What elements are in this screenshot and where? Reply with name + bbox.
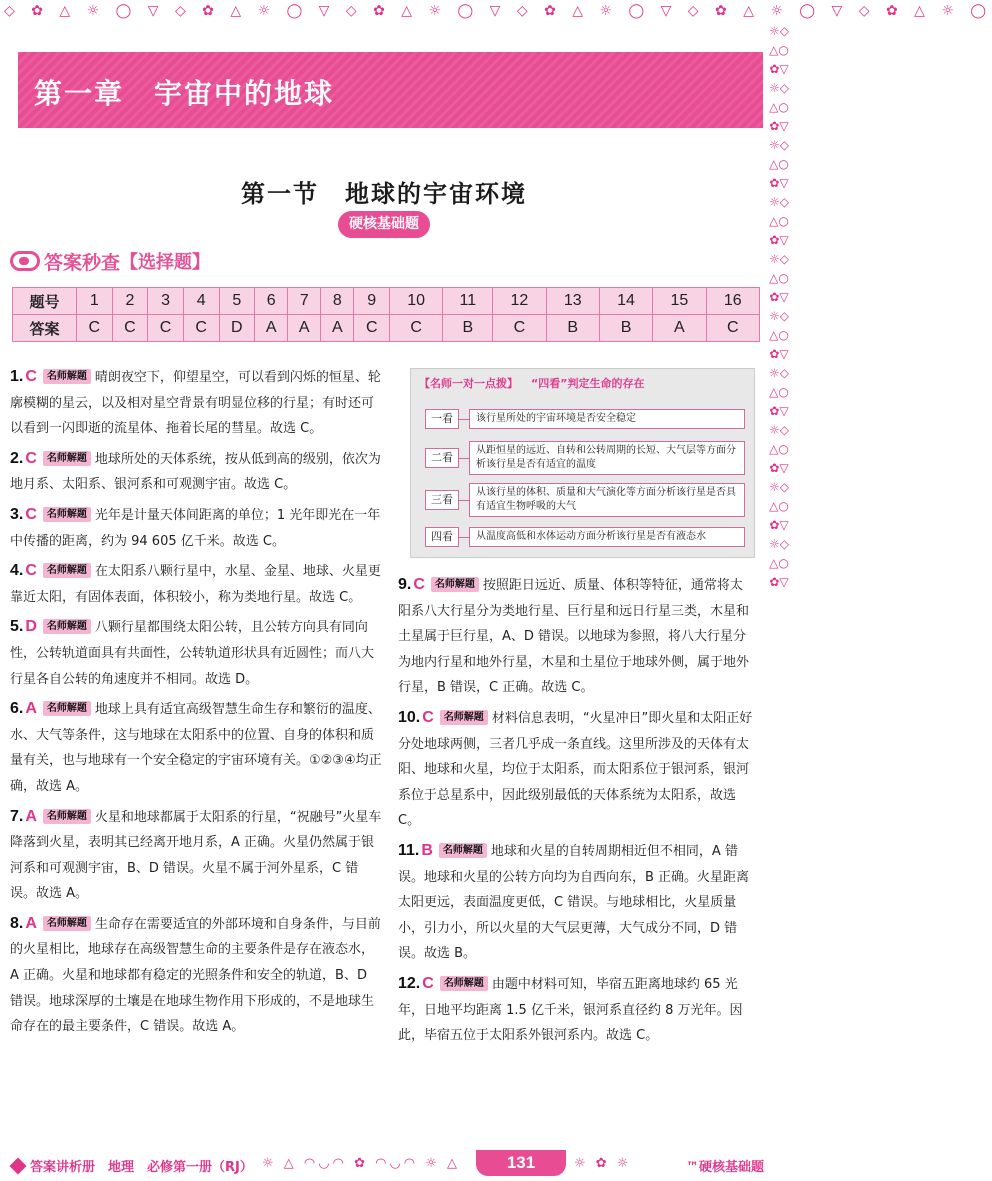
answer-number: 15 bbox=[653, 288, 706, 315]
tip-row-text: 该行星所处的宇宙环境是否安全稳定 bbox=[469, 409, 745, 429]
answer-value: C bbox=[354, 315, 390, 342]
page-footer bbox=[0, 1150, 790, 1181]
question-answer: A bbox=[25, 700, 37, 718]
answer-number: 7 bbox=[288, 288, 321, 315]
tip-row-label: 二看 bbox=[425, 448, 459, 468]
question-explanation bbox=[398, 971, 754, 1049]
answer-value: B bbox=[443, 315, 493, 342]
question-answer: A bbox=[25, 807, 37, 825]
tip-row-label: 一看 bbox=[425, 409, 459, 429]
question-text: 光年是计量天体间距离的单位；1 光年即光在一年中传播的距离，约为 94 605 亿千米。故选 C。 bbox=[10, 507, 381, 549]
answer-number: 10 bbox=[390, 288, 443, 315]
question-answer: C bbox=[25, 505, 37, 523]
teacher-tag: 名师解题 bbox=[43, 619, 91, 634]
answer-header-title: 答案秒查 bbox=[44, 251, 121, 274]
question-number: 5. bbox=[10, 618, 24, 636]
footer-decoration-right: ☼ ✿ ☼ bbox=[574, 1156, 632, 1171]
question-text: 由题中材料可知，毕宿五距离地球约 65 光年，日地平均距离 1.5 亿千米，银河系直径约 8 万光年。因此，毕宿五位于太阳系外银河系内。故选 C。 bbox=[398, 976, 743, 1044]
question-explanation bbox=[398, 705, 754, 834]
teacher-tag: 名师解题 bbox=[431, 577, 479, 592]
section-title: 第一节 地球的宇宙环境 bbox=[241, 180, 527, 208]
connector-line bbox=[459, 458, 469, 459]
question-number: 3. bbox=[10, 505, 24, 523]
answer-value: C bbox=[148, 315, 184, 342]
answer-number: 3 bbox=[148, 288, 184, 315]
answer-value: C bbox=[390, 315, 443, 342]
question-text: 晴朗夜空下，仰望星空，可以看到闪烁的恒星、轮廓模糊的星云，以及相对星空背景有明显位移的行星；有时还可以看到一闪即逝的流星体、拖着长尾的彗星。故选 C。 bbox=[10, 370, 381, 437]
answer-value: C bbox=[112, 315, 148, 342]
question-explanation bbox=[10, 614, 382, 692]
answer-number: 1 bbox=[77, 288, 113, 315]
section-badge: 硬核基础题 bbox=[338, 211, 430, 238]
question-explanation bbox=[10, 446, 382, 498]
tip-row bbox=[425, 441, 745, 475]
answer-number: 6 bbox=[255, 288, 288, 315]
question-number: 12. bbox=[398, 974, 421, 992]
teacher-tag: 名师解题 bbox=[43, 507, 91, 522]
tip-row-text: 从该行星的体积、质量和大气演化等方面分析该行星是否具有适宜生物呼吸的大气 bbox=[469, 483, 745, 517]
teacher-tag: 名师解题 bbox=[43, 809, 91, 824]
answer-value: C bbox=[77, 315, 113, 342]
teacher-tag: 名师解题 bbox=[439, 843, 487, 858]
answer-number: 12 bbox=[493, 288, 546, 315]
answer-number: 5 bbox=[219, 288, 255, 315]
question-explanation bbox=[10, 696, 382, 799]
answer-number: 16 bbox=[706, 288, 759, 315]
answer-number: 9 bbox=[354, 288, 390, 315]
answer-value: C bbox=[183, 315, 219, 342]
answer-value: B bbox=[599, 315, 652, 342]
answer-number: 4 bbox=[183, 288, 219, 315]
right-decoration-border: ☼◇△○✿▽☼◇△○✿▽☼◇△○✿▽☼◇△○✿▽☼◇△○✿▽☼◇△○✿▽☼◇△○✿▽☼◇△○✿▽☼◇△○✿▽☼◇△○✿▽ bbox=[769, 24, 789, 589]
question-number: 7. bbox=[10, 807, 24, 825]
answer-value: A bbox=[288, 315, 321, 342]
question-explanation bbox=[10, 804, 382, 907]
tip-row bbox=[425, 527, 745, 547]
answer-number: 13 bbox=[546, 288, 599, 315]
answer-table-answer-label: 答案 bbox=[13, 315, 77, 342]
answer-value: A bbox=[321, 315, 354, 342]
question-number: 6. bbox=[10, 700, 24, 718]
answer-value: C bbox=[706, 315, 759, 342]
teacher-tag: 名师解题 bbox=[43, 916, 91, 931]
tip-row-text: 从温度高低和水体运动方面分析该行星是否有液态水 bbox=[469, 527, 745, 547]
answer-value: B bbox=[546, 315, 599, 342]
question-text: 火星和地球都属于太阳系的行星，“祝融号”火星车降落到火星，表明其已经离开地月系，A 正确。火星仍然属于银河系和可观测宇宙，B、D 错误。火星不属于河外星系，C 错误。故选 A。 bbox=[10, 809, 382, 902]
question-text: 地球上具有适宜高级智慧生命生存和繁衍的温度、水、大气等条件，这与地球在太阳系中的位置、自身的体积和质量有关，也与地球有一个安全稳定的宇宙环境有关。①②③④均正确，故选 A。 bbox=[10, 702, 382, 794]
question-number: 10. bbox=[398, 708, 421, 726]
connector-line bbox=[459, 537, 469, 538]
left-column bbox=[10, 364, 382, 1044]
answer-number: 14 bbox=[599, 288, 652, 315]
question-text: 生命存在需要适宜的外部环境和自身条件，与目前的火星相比，地球存在高级智慧生命的主要条件是存在液态水，A 正确。火星和地球都有稳定的光照条件和安全的轨道，B、D 错误。地球深厚的土壤是在地球生物作用下形成的，不是地球生命存在的最主要条件，C 错误。故选 A。 bbox=[10, 916, 381, 1035]
chapter-banner bbox=[18, 52, 763, 128]
chapter-title: 第一章 宇宙中的地球 bbox=[34, 77, 335, 110]
tip-row-label: 三看 bbox=[425, 490, 459, 510]
answer-value: A bbox=[653, 315, 706, 342]
footer-decoration: ☼ △ ◠◡◠ ✿ ◠◡◠ ☼ △ bbox=[262, 1156, 461, 1171]
footer-book-info bbox=[12, 1156, 253, 1175]
answer-value: D bbox=[219, 315, 255, 342]
question-explanation bbox=[10, 502, 382, 554]
answer-header-category: 【选择题】 bbox=[120, 252, 211, 273]
answer-table-number-label: 题号 bbox=[13, 288, 77, 315]
footer-book-title: 答案讲析册 地理 必修第一册（RJ） bbox=[30, 1160, 253, 1175]
connector-line bbox=[459, 419, 469, 420]
question-answer: C bbox=[25, 562, 37, 580]
question-number: 8. bbox=[10, 914, 24, 932]
answer-table-answer-row bbox=[13, 315, 760, 342]
teacher-tag: 名师解题 bbox=[43, 701, 91, 716]
question-text: 八颗行星都围绕太阳公转，且公转方向具有同向性，公转轨道面具有共面性，公转轨道形状具有近圆性；而八大行星各自公转的角速度并不相同。故选 D。 bbox=[10, 620, 375, 687]
question-answer: C bbox=[413, 576, 425, 593]
tip-box-title: 【名师一对一点拨】 bbox=[419, 377, 518, 390]
answer-value: C bbox=[493, 315, 546, 342]
question-text: 在太阳系八颗行星中，水星、金星、地球、火星更靠近太阳，有固体表面，体积较小，称为类地行星。故选 C。 bbox=[10, 564, 381, 605]
teacher-tag: 名师解题 bbox=[440, 710, 488, 725]
question-answer: A bbox=[25, 914, 37, 932]
question-number: 11. bbox=[398, 841, 420, 859]
question-explanation bbox=[398, 838, 754, 967]
teacher-tag: 名师解题 bbox=[43, 369, 91, 384]
teacher-tag: 名师解题 bbox=[440, 976, 488, 991]
question-text: 地球所处的天体系统，按从低到高的级别，依次为地月系、太阳系、银河系和可观测宇宙。故选 C。 bbox=[10, 451, 381, 493]
answer-header bbox=[10, 248, 210, 274]
teacher-tag: 名师解题 bbox=[43, 451, 91, 466]
question-explanation bbox=[10, 911, 382, 1040]
answer-number: 11 bbox=[443, 288, 493, 315]
tip-row bbox=[425, 409, 745, 429]
right-column bbox=[398, 572, 754, 1053]
tip-row-text: 从距恒星的远近、自转和公转周期的长短、大气层等方面分析该行星是否有适宜的温度 bbox=[469, 441, 745, 475]
question-number: 2. bbox=[10, 449, 24, 467]
question-answer: C bbox=[25, 368, 37, 385]
question-number: 4. bbox=[10, 562, 24, 580]
question-text: 材料信息表明，“火星冲日”即火星和太阳正好分处地球两侧，三者几乎成一条直线。这里所涉及的天体有太阳、地球和火星，均位于太阳系，而太阳系位于银河系，银河系位于总星系中，因此级别最低的天体系统为太阳系，故选 C。 bbox=[398, 710, 753, 829]
question-answer: C bbox=[422, 708, 434, 726]
answer-number: 2 bbox=[112, 288, 148, 315]
question-answer: B bbox=[421, 841, 433, 859]
question-number: 1. bbox=[10, 368, 24, 385]
question-explanation bbox=[398, 572, 754, 701]
answer-logo-icon bbox=[10, 251, 40, 271]
answer-table bbox=[12, 287, 760, 342]
top-decoration-border: ◇ ✿ △ ☼ ◯ ▽ ◇ ✿ △ ☼ ◯ ▽ ◇ ✿ △ ☼ ◯ ▽ ◇ ✿ △ ☼ ◯ ▽ ◇ ✿ △ ☼ ◯ ▽ ◇ ✿ △ ☼ ◯ bbox=[4, 3, 992, 19]
answer-table-number-row bbox=[13, 288, 760, 315]
question-number: 9. bbox=[398, 576, 412, 593]
answer-number: 8 bbox=[321, 288, 354, 315]
answer-value: A bbox=[255, 315, 288, 342]
tip-row bbox=[425, 483, 745, 517]
question-explanation bbox=[10, 558, 382, 610]
tip-box bbox=[410, 368, 755, 558]
question-answer: C bbox=[25, 449, 37, 467]
question-text: 按照距日远近、质量、体积等特征，通常将太阳系八大行星分为类地行星、巨行星和远日行星三类，木星和土星属于巨行星，A、D 错误。以地球为参照，将八大行星分为地内行星和地外行星，木星和土星位于地球外侧，属于地外行星，B 错误，C 正确。故选 C。 bbox=[398, 578, 750, 696]
question-text: 地球和火星的自转周期相近但不相同，A 错误。地球和火星的公转方向均为自西向东，B 正确。火星距离太阳更远，表面温度更低，C 错误。与地球相比，火星质量小，引力小，所以火星的大气层更薄，大气成分不同，D 错误。故选 B。 bbox=[398, 843, 750, 962]
question-explanation bbox=[10, 364, 382, 442]
question-answer: D bbox=[25, 618, 37, 636]
page-number: 131 bbox=[476, 1150, 566, 1176]
teacher-tag: 名师解题 bbox=[43, 563, 91, 578]
diamond-icon bbox=[10, 1158, 27, 1175]
connector-line bbox=[459, 500, 469, 501]
tip-box-subtitle: “四看”判定生命的存在 bbox=[531, 377, 645, 390]
tip-row-label: 四看 bbox=[425, 527, 459, 547]
footer-series-name: ™硬核基础题 bbox=[685, 1160, 764, 1175]
question-answer: C bbox=[422, 974, 434, 992]
